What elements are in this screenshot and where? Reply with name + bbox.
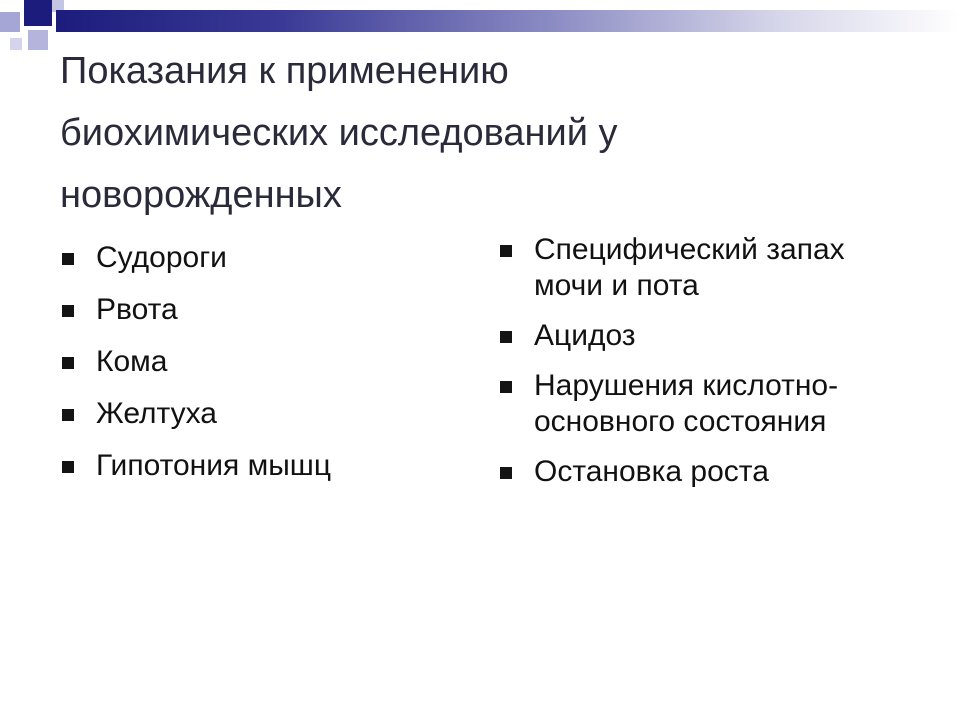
square-bullet-icon [62,305,74,317]
list-item [62,344,462,380]
list-item [500,318,920,354]
list-item-text: Специфический запах мочи и пота [534,233,845,302]
title-line: Показания к применению [60,50,509,92]
corner-square-dark [24,0,52,26]
slide-title [60,40,900,226]
square-bullet-icon [62,253,74,265]
square-bullet-icon [62,357,74,369]
list-item [500,232,920,304]
right-bullet-list [500,232,920,504]
left-bullet-list [62,240,462,500]
list-item [62,240,462,276]
list-item-text: Желтуха [96,397,217,430]
square-bullet-icon [62,409,74,421]
list-item-text: Кома [96,345,168,378]
list-item [62,448,462,484]
list-item [500,368,920,440]
corner-square-light [10,38,22,50]
square-bullet-icon [500,467,512,479]
square-bullet-icon [62,461,74,473]
list-item-text: Нарушения кислотно-основного состояния [534,369,839,438]
title-line: новорожденных [60,174,342,216]
list-item [62,292,462,328]
square-bullet-icon [500,245,512,257]
list-item-text: Рвота [96,293,178,326]
list-item-text: Гипотония мышц [96,449,332,482]
title-line: биохимических исследований у [60,112,618,154]
list-item-text: Судороги [96,241,227,274]
title-gradient-bar [56,10,960,32]
corner-square-light [0,12,20,32]
corner-square-light [28,30,48,50]
list-item-text: Остановка роста [534,455,769,488]
list-item [62,396,462,432]
square-bullet-icon [500,331,512,343]
list-item-text: Ацидоз [534,319,636,352]
list-item [500,454,920,490]
square-bullet-icon [500,381,512,393]
